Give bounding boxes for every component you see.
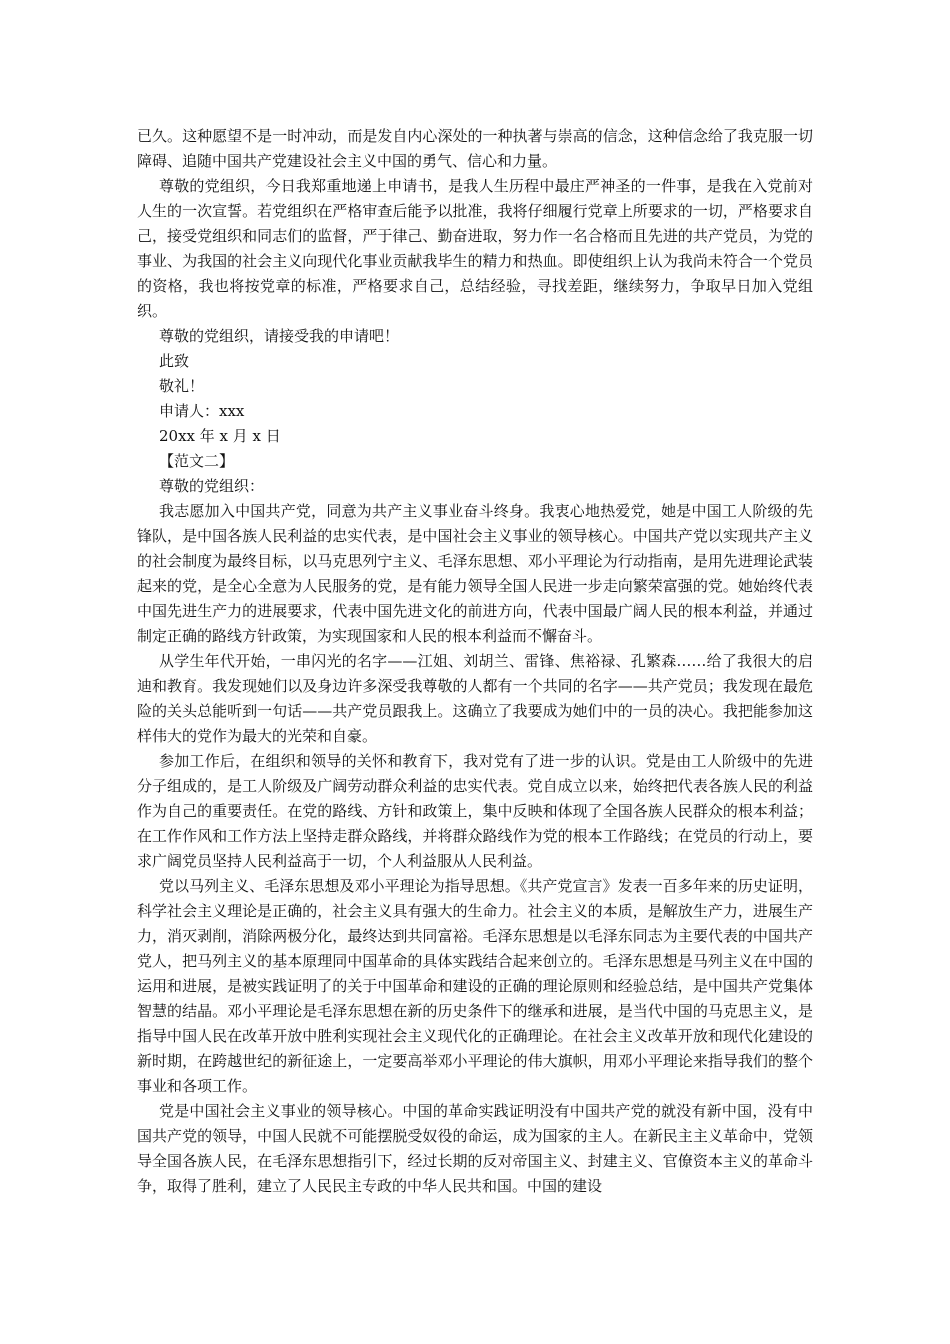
paragraph-request: 尊敬的党组织，请接受我的申请吧！ xyxy=(159,327,400,345)
salutation: 尊敬的党组织： xyxy=(159,477,265,495)
section-title: 【范文二】 xyxy=(159,452,235,470)
paragraph-work: 参加工作后，在组织和领导的关怀和教育下，我对党有了进一步的认识。党是由工人阶级中的先进分子组成的，是工人阶级及广阔劳动群众利益的忠实代表。党自成立以来，始终把代表各族人民的利益作为自己的重要责任。在党的路线、方针和政策上，集中反映和体现了全国各族人民群众的根本利益；在工作作风和工作方法上坚持走群众路线，并将群众路线作为党的根本工作路线；在党员的行动上，要求广阔党员坚持人民利益高于一切，个人利益服从人民利益。 xyxy=(137,752,813,870)
paragraph-intro: 我志愿加入中国共产党，同意为共产主义事业奋斗终身。我衷心地热爱党，她是中国工人阶级的先锋队，是中国各族人民利益的忠实代表，是中国社会主义事业的领导核心。中国共产党以实现共产主义的社会制度为最终目标，以马克思列宁主义、毛泽东思想、邓小平理论为行动指南，是用先进理论武装起来的党，是全心全意为人民服务的党，是有能力领导全国人民进一步走向繁荣富强的党。她始终代表中国先进生产力的进展要求，代表中国先进文化的前进方向，代表中国最广阔人民的根本利益，并通过制定正确的路线方针政策，为实现国家和人民的根本利益而不懈奋斗。 xyxy=(137,502,813,645)
document-body xyxy=(137,124,813,1199)
paragraph-continued: 已久。这种愿望不是一时冲动，而是发自内心深处的一种执著与崇高的信念，这种信念给了我克服一切障碍、追随中国共产党建设社会主义中国的勇气、信心和力量。 xyxy=(137,127,813,170)
applicant-line: 申请人：xxx xyxy=(159,402,245,420)
paragraph-leadership: 党是中国社会主义事业的领导核心。中国的革命实践证明没有中国共产党的就没有新中国，没有中国共产党的领导，中国人民就不可能摆脱受奴役的命运，成为国家的主人。在新民主主义革命中，党领导全国各族人民，在毛泽东思想指引下，经过长期的反对帝国主义、封建主义、官僚资本主义的革命斗争，取得了胜利，建立了人民民主专政的中华人民共和国。中国的建设 xyxy=(137,1102,813,1195)
closing-jing-li: 敬礼！ xyxy=(159,377,205,395)
closing-ci-zhi: 此致 xyxy=(159,352,190,370)
date-line: 20xx 年 x 月 x 日 xyxy=(159,427,281,445)
paragraph-oath: 尊敬的党组织，今日我郑重地递上申请书，是我人生历程中最庄严神圣的一件事，是我在入党前对人生的一次宣誓。若党组织在严格审查后能予以批准，我将仔细履行党章上所要求的一切，严格要求自己，接受党组织和同志们的监督，严于律己、勤奋进取，努力作一名合格而且先进的共产党员，为党的事业、为我国的社会主义向现代化事业贡献我毕生的精力和热血。即使组织上认为我尚未符合一个党员的资格，我也将按党章的标准，严格要求自己，总结经验，寻找差距，继续努力，争取早日加入党组织。 xyxy=(137,177,813,320)
paragraph-inspiration: 从学生年代开始，一串闪光的名字——江姐、刘胡兰、雷锋、焦裕禄、孔繁森……给了我很大的启迪和教育。我发现她们以及身边许多深受我尊敬的人都有一个共同的名字——共产党员；我发现在最危险的关头总能听到一句话——共产党员跟我上。这确立了我要成为她们中的一员的决心。我把能参加这样伟大的党作为最大的光荣和自豪。 xyxy=(137,652,813,745)
paragraph-theory: 党以马列主义、毛泽东思想及邓小平理论为指导思想。《共产党宣言》发表一百多年来的历史证明，科学社会主义理论是正确的，社会主义具有强大的生命力。社会主义的本质，是解放生产力，进展生产力，消灭剥削，消除两极分化，最终达到共同富裕。毛泽东思想是以毛泽东同志为主要代表的中国共产党人，把马列主义的基本原理同中国革命的具体实践结合起来创立的。毛泽东思想是马列主义在中国的运用和进展，是被实践证明了的关于中国革命和建设的正确的理论原则和经验总结，是中国共产党集体智慧的结晶。邓小平理论是毛泽东思想在新的历史条件下的继承和进展，是当代中国的马克思主义，是指导中国人民在改革开放中胜利实现社会主义现代化的正确理论。在社会主义改革开放和现代化建设的新时期，在跨越世纪的新征途上，一定要高举邓小平理论的伟大旗帜，用邓小平理论来指导我们的整个事业和各项工作。 xyxy=(137,877,813,1095)
